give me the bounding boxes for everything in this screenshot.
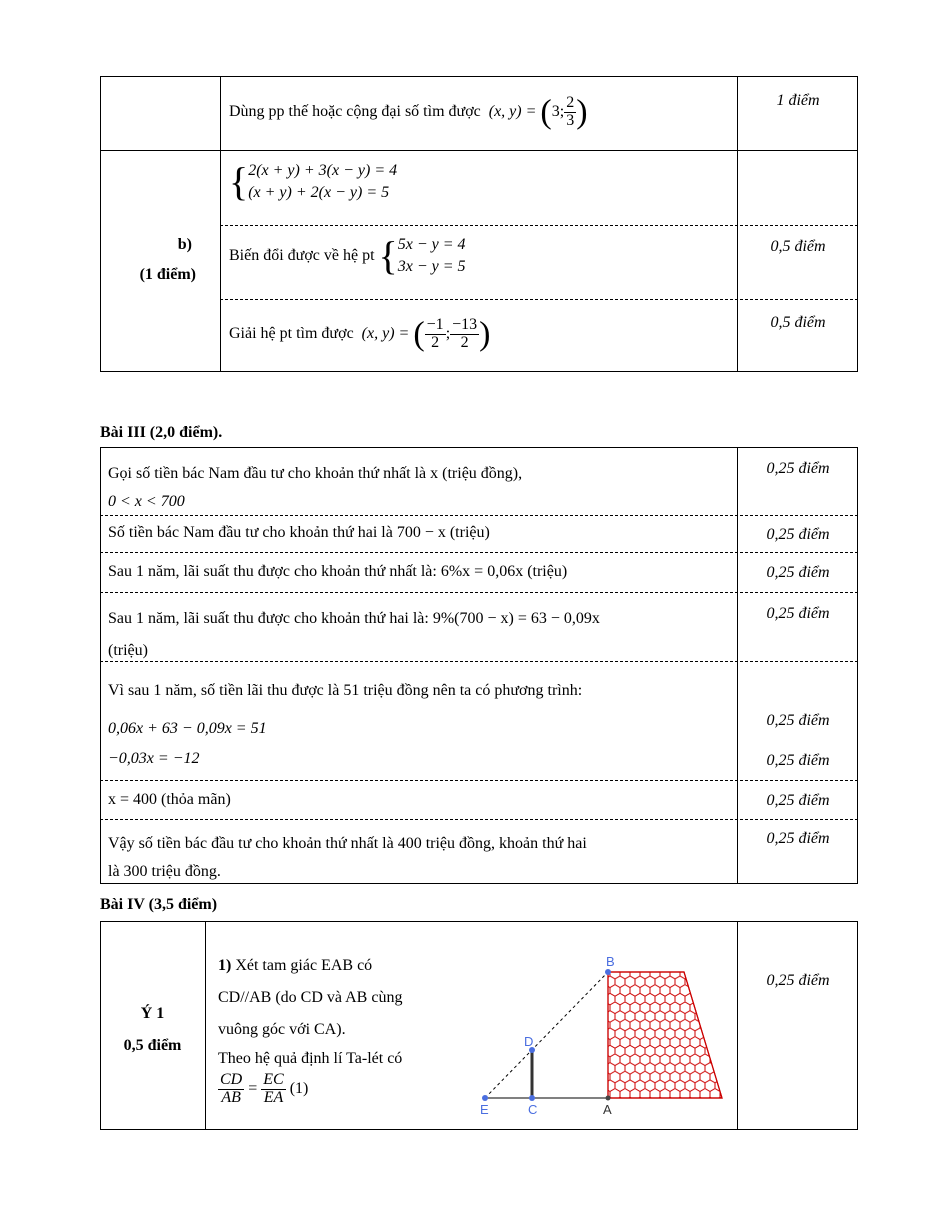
point-a-label: A — [603, 1102, 612, 1117]
bai3-score-1: 0,25 điểm — [766, 460, 830, 477]
bai3-score-5: 0,25 điểm — [766, 712, 830, 729]
bai3-heading: Bài III (2,0 điểm). — [100, 424, 223, 441]
geometry-figure — [470, 950, 730, 1130]
row2-system: {2(x + y) + 3(x − y) = 4 (x + y) + 2(x − y) = 5 — [229, 159, 398, 204]
label-b: b) (1 điểm) — [139, 236, 196, 283]
bai3-row-2: Số tiền bác Nam đầu tư cho khoản thứ hai là 700 − x (triệu) — [108, 524, 490, 541]
point-b-label: B — [606, 954, 615, 969]
bai3-row-3: Sau 1 năm, lãi suất thu được cho khoản thứ nhất là: 6%x = 0,06x (triệu) — [108, 563, 568, 580]
bai3-row-4: Sau 1 năm, lãi suất thu được cho khoản thứ hai là: 9%(700 − x) = 63 − 0,09x (triệu) — [108, 610, 600, 659]
bai4-heading: Bài IV (3,5 điểm) — [100, 896, 218, 913]
point-e-label: E — [480, 1102, 489, 1117]
bai3-row-1: Gọi số tiền bác Nam đầu tư cho khoản thứ nhất là x (triệu đồng), 0 < x < 700 — [108, 465, 523, 510]
row4-score: 0,5 điểm — [770, 314, 826, 331]
row3-text: Biến đổi được về hệ pt {5x − y = 4 3x − y = 5 — [229, 233, 466, 278]
dashed-line-eb — [485, 972, 608, 1098]
row3-score: 0,5 điểm — [770, 238, 826, 255]
row1-score: 1 điểm — [776, 92, 820, 109]
bai4-label: Ý 1 0,5 điểm — [123, 1005, 182, 1054]
bai3-score-7: 0,25 điểm — [766, 792, 830, 809]
bai3-row-6: −0,03x = −12 — [108, 750, 200, 767]
bai3-score-6: 0,25 điểm — [766, 752, 830, 769]
bai3-score-8: 0,25 điểm — [766, 830, 830, 847]
row1-text: Dùng pp thế hoặc cộng đại số tìm được (x, y) = (3; $\frac{2}{3}$ ) — [229, 93, 588, 131]
row4-text: Giải hệ pt tìm được (x, y) = ( $\frac{-1}{2}$ ; $\frac{-13}{2}$ ) — [229, 315, 491, 353]
bai3-score-3: 0,25 điểm — [766, 564, 830, 581]
bai3-score-4: 0,25 điểm — [766, 605, 830, 622]
point-d-label: D — [524, 1034, 534, 1049]
bai3-score-2: 0,25 điểm — [766, 526, 830, 543]
point-c-label: C — [528, 1102, 538, 1117]
bai4-score: 0,25 điểm — [766, 972, 830, 989]
bai4-text: 1) Xét tam giác EAB có CD//AB (do CD và AB cùng vuông góc với CA). Theo hệ quả định lí Ta-lét có $\frac{CD}{AB}$ = $\frac{EC}{EA}$ (1) — [218, 957, 403, 1106]
bai3-row-5: Vì sau 1 năm, số tiền lãi thu được là 51 triệu đồng nên ta có phương trình: 0,06x + 63 − 0,09x = 51 — [108, 682, 583, 737]
bai3-row-8: Vậy số tiền bác đầu tư cho khoản thứ nhất là 400 triệu đồng, khoản thứ hai là 300 triệu đồng. — [108, 835, 587, 880]
bai3-row-7: x = 400 (thỏa mãn) — [108, 791, 231, 808]
